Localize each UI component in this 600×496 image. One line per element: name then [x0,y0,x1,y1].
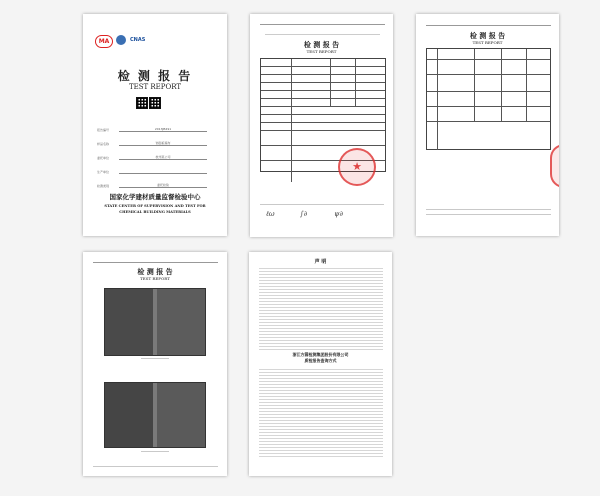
cover-field [97,118,207,132]
header-lines [265,26,380,35]
inquiry-heading: 质检报告查询方式 [304,358,337,363]
field-value: 2013JB491 [119,127,207,132]
report-title-en: TEST REPORT [472,40,503,45]
official-red-stamp: ★ [338,148,376,186]
signature: ψ∂ [334,210,344,218]
company-name: 浙江方圆检测集团股份有限公司 [292,352,349,357]
field-label: 生产单位 [97,170,110,174]
footer-line [93,466,218,467]
official-red-stamp-partial [550,144,559,188]
cover-title-cn: 检 测 报 告 [117,69,193,83]
cover-field [97,174,207,188]
field-value [119,173,207,174]
statement-title: 声 明 [314,259,327,265]
cover-field [97,160,207,174]
center-name-cn: 国家化学建材质量监督检验中心 [109,193,201,201]
page-header [260,20,385,25]
cover-field [97,146,207,160]
page-header [93,258,218,263]
report-cover-page [83,14,227,236]
cover-title-en: TEST REPORT [128,83,182,91]
contact-list [259,367,383,459]
cover-field [97,132,207,146]
field-label: 报告编号 [97,128,110,132]
test-items-table [426,48,551,150]
photo-caption [141,358,169,359]
statement-paragraph-en [259,308,383,352]
qr-code [136,97,148,109]
cma-icon [116,35,126,45]
signature-line [260,204,384,205]
report-title-en: TEST REPORT [140,276,170,281]
center-name-en-2: CHEMICAL BUILDING MATERIALS [119,210,191,214]
signature: ℓω [266,210,275,218]
report-title-cn: 检 测 报 告 [469,31,506,40]
footer-line [426,209,551,210]
cover-field-list [97,118,207,188]
sample-photo [104,288,206,356]
report-items-page [416,14,559,236]
page-header [426,21,551,26]
report-results-page [250,14,393,237]
field-value: 委托检验 [119,183,207,188]
field-label: 检测类别 [97,184,110,188]
center-name-en-1: STATE CENTER OF SUPERVISION AND TEST FOR [104,204,206,208]
field-value: 杭州某公司 [119,155,207,160]
sample-photo [104,382,206,448]
statement-page [249,252,392,476]
ma-logo: MA [95,35,113,48]
statement-paragraph-cn [259,266,383,310]
field-label: 样品名称 [97,142,110,146]
report-title-cn: 检 测 报 告 [137,267,173,276]
field-label: 委托单位 [97,156,110,160]
report-title-cn: 检 测 报 告 [303,40,340,49]
cnas-logo: CNAS [130,37,146,43]
photo-caption [141,451,169,452]
report-title-en: TEST REPORT [306,49,337,54]
signature: ∫∂ [300,210,308,218]
footer-line [426,214,551,215]
report-photos-page [83,252,227,476]
field-value: 饰面板墙布 [119,141,207,146]
qr-code [149,97,161,109]
